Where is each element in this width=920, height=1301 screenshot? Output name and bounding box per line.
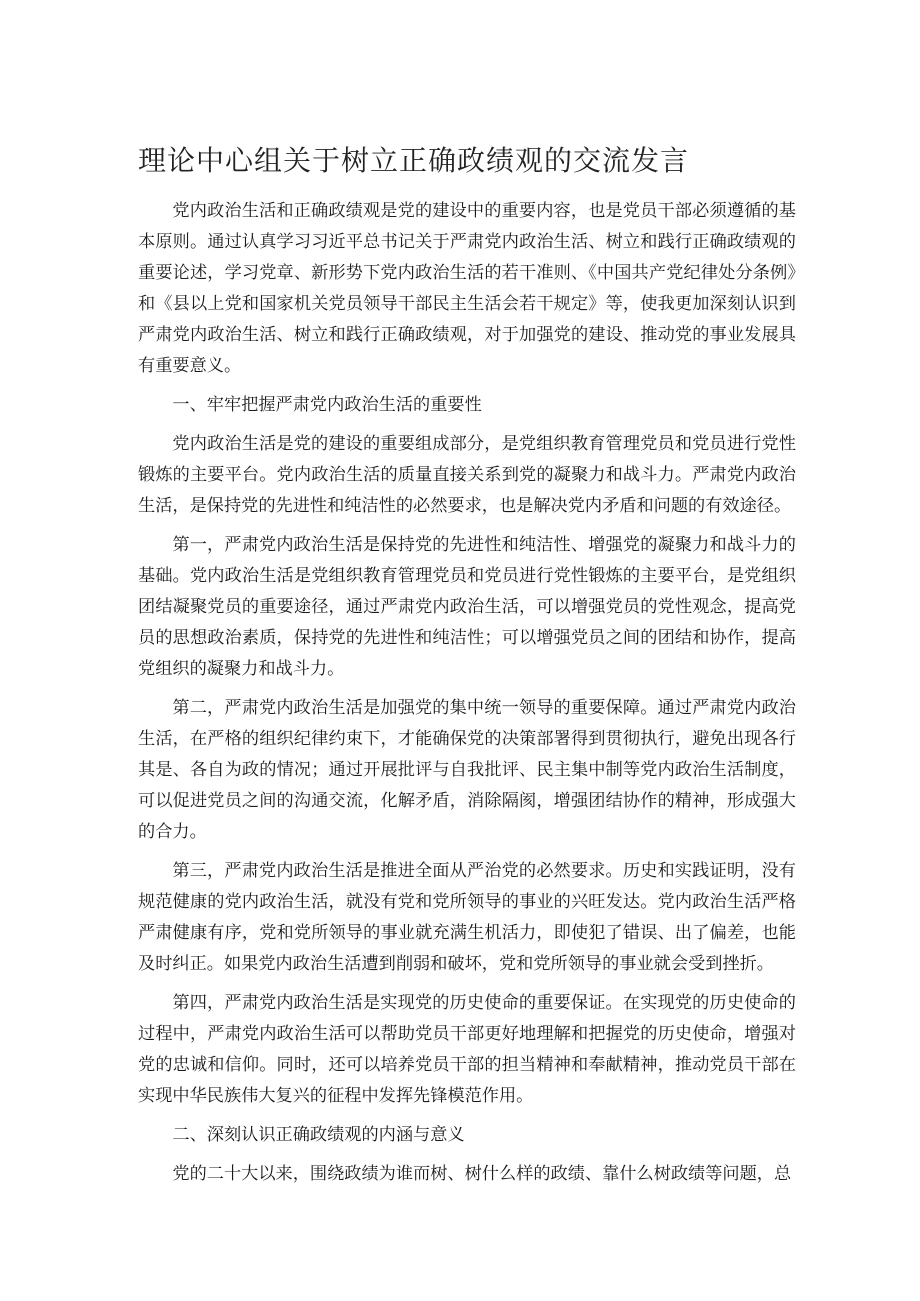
paragraph: 第三，严肃党内政治生活是推进全面从严治党的必然要求。历史和实践证明，没有规范健康的党内政治生活，就没有党和党所领导的事业的兴旺发达。党内政治生活严格严肃健康有序，党和党所领导的事业就充满生机活力，即使犯了错误、出了偏差，也能及时纠正。如果党内政治生活遭到削弱和破坏，党和党所领导的事业就会受到挫折。 <box>138 861 796 974</box>
paragraph: 第一，严肃党内政治生活是保持党的先进性和纯洁性、增强党的凝聚力和战斗力的基础。党内政治生活是党组织教育管理党员和党员进行党性锻炼的主要平台，是党组织团结凝聚党员的重要途径，通过严肃党内政治生活，可以增强党员的党性观念，提高党员的思想政治素质，保持党的先进性和纯洁性；可以增强党员之间的团结和协作，提高党组织的凝聚力和战斗力。 <box>138 535 796 679</box>
paragraph: 党的二十大以来，围绕政绩为谁而树、树什么样的政绩、靠什么树政绩等问题，总 <box>172 1164 792 1184</box>
section-heading-1: 一、牢牢把握严肃党内政治生活的重要性 <box>172 395 482 415</box>
document-title: 理论中心组关于树立正确政绩观的交流发言 <box>138 144 690 177</box>
paragraph-intro: 党内政治生活和正确政绩观是党的建设中的重要内容，也是党员干部必须遵循的基本原则。通过认真学习习近平总书记关于严肃党内政治生活、树立和践行正确政绩观的重要论述，学习党章、新形势下党内政治生活的若干准则、《中国共产党纪律处分条例》和《县以上党和国家机关党员领导干部民主生活会若干规定》等，使我更加深刻认识到严肃党内政治生活、树立和践行正确政绩观，对于加强党的建设、推动党的事业发展具有重要意义。 <box>138 201 796 376</box>
section-heading-2: 二、深刻认识正确政绩观的内涵与意义 <box>172 1125 465 1145</box>
paragraph: 党内政治生活是党的建设的重要组成部分，是党组织教育管理党员和党员进行党性锻炼的主要平台。党内政治生活的质量直接关系到党的凝聚力和战斗力。严肃党内政治生活，是保持党的先进性和纯洁性的必然要求，也是解决党内矛盾和问题的有效途径。 <box>138 434 796 516</box>
paragraph: 第二，严肃党内政治生活是加强党的集中统一领导的重要保障。通过严肃党内政治生活，在严格的组织纪律约束下，才能确保党的决策部署得到贯彻执行，避免出现各行其是、各自为政的情况；通过开展批评与自我批评、民主集中制等党内政治生活制度，可以促进党员之间的沟通交流，化解矛盾，消除隔阂，增强团结协作的精神，形成强大的合力。 <box>138 698 796 842</box>
paragraph: 第四，严肃党内政治生活是实现党的历史使命的重要保证。在实现党的历史使命的过程中，严肃党内政治生活可以帮助党员干部更好地理解和把握党的历史使命，增强对党的忠诚和信仰。同时，还可以培养党员干部的担当精神和奉献精神，推动党员干部在实现中华民族伟大复兴的征程中发挥先锋模范作用。 <box>138 993 796 1106</box>
document-body <box>138 196 796 1198</box>
